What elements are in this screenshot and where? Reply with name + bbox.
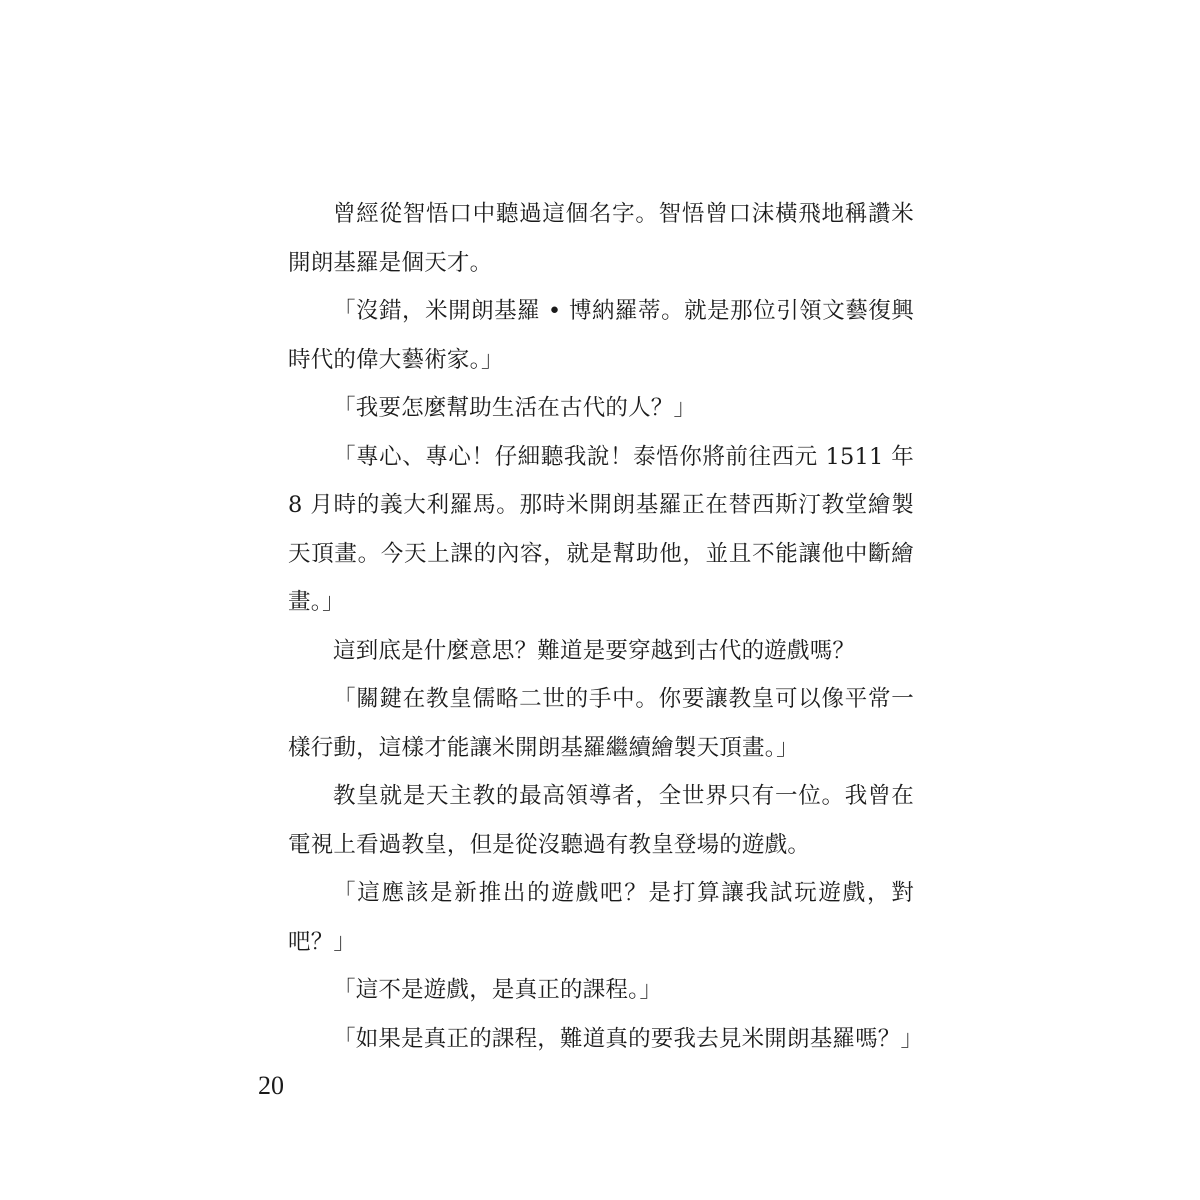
page-number: 20 xyxy=(258,1071,284,1100)
paragraph-3: 「我要怎麼幫助生活在古代的人？」 xyxy=(333,395,697,421)
paragraph-5: 這到底是什麼意思？難道是要穿越到古代的遊戲嗎？ xyxy=(333,637,856,664)
paragraph-1: 曾經從智悟口中聽過這個名字。智悟曾口沫橫飛地稱讚米開朗基羅是個天才。 xyxy=(288,201,914,276)
paragraph-2: 「沒錯，米開朗基羅 • 博納羅蒂。就是那位引領文藝復興時代的偉大藝術家。」 xyxy=(288,298,914,373)
paragraph-7: 教皇就是天主教的最高領導者，全世界只有一位。我曾在電視上看過教皇，但是從沒聽過有教皇登場的遊戲。 xyxy=(288,783,914,858)
paragraph-10: 「如果是真正的課程，難道真的要我去見米開朗基羅嗎？」 xyxy=(333,1025,924,1052)
paragraph-4: 「專心、專心！仔細聽我說！泰悟你將前往西元 1511 年 8 月時的義大利羅馬。那時米開朗基羅正在替西斯汀教堂繪製天頂畫。今天上課的內容，就是幫助他，並且不能讓他中斷繪畫。」 xyxy=(288,443,914,615)
paragraph-8: 「這應該是新推出的遊戲吧？是打算讓我試玩遊戲，對吧？」 xyxy=(288,880,914,955)
body-text xyxy=(288,190,924,1063)
paragraph-9: 「這不是遊戲，是真正的課程。」 xyxy=(333,977,663,1003)
paragraph-6: 「關鍵在教皇儒略二世的手中。你要讓教皇可以像平常一樣行動，這樣才能讓米開朗基羅繼續繪製天頂畫。」 xyxy=(288,686,914,761)
